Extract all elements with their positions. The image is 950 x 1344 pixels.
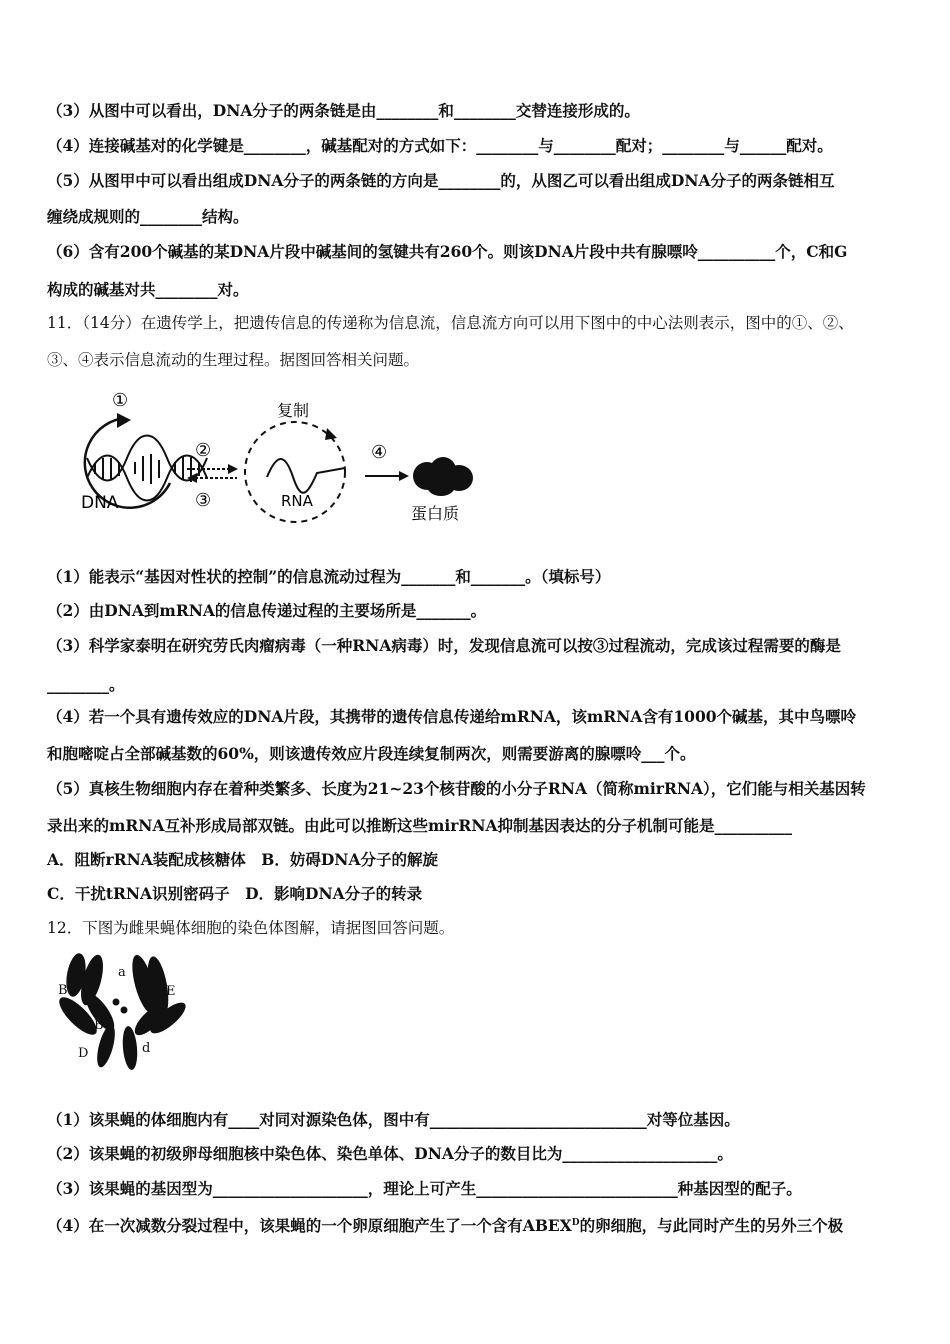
rna-strand-icon: [267, 459, 345, 493]
q10-part6-line2: 构成的碱基对共________对。: [47, 280, 249, 299]
label-2: ②: [195, 440, 212, 461]
q11-part3-line2: ________。: [47, 675, 125, 694]
protein-label: 蛋白质: [411, 504, 460, 523]
arrow-head-icon: [117, 413, 131, 428]
q11-part5-line1: （5）真核生物细胞内存在着种类繁多、长度为21~23个核苷酸的小分子RNA（简称mirRNA），它们能与相关基因转: [47, 779, 866, 798]
central-dogma-diagram: [45, 388, 495, 533]
q10-part6-line1: （6）含有200个碱基的某DNA片段中碱基间的氢键共有260个。则该DNA片段中共有腺嘌呤__________个，C和G: [47, 242, 848, 261]
q11-part3-line1: （3）科学家泰明在研究劳氏肉瘤病毒（一种RNA病毒）时，发现信息流可以按③过程流动，完成该过程需要的酶是: [47, 636, 841, 655]
protein-icon: [413, 457, 473, 496]
q11-part1: （1）能表示“基因对性状的控制”的信息流动过程为_______和_______。（填标号）: [47, 567, 611, 586]
q12-part3: （3）该果蝇的基因型为____________________，理论上可产生__________________________种基因型的配子。: [47, 1179, 802, 1198]
gene-label-B-top: B: [58, 983, 68, 998]
q11-part2: （2）由DNA到mRNA的信息传递过程的主要场所是_______。: [47, 601, 487, 620]
q10-part5-line2: 缠绕成规则的________结构。: [47, 207, 249, 226]
q11-part4-line2: 和胞嘧啶占全部碱基数的60%，则该遗传效应片段连续复制两次，则需要游离的腺嘌呤___个。: [47, 744, 696, 763]
q10-part4: （4）连接碱基对的化学键是________，碱基配对的方式如下：________与________配对；________与______配对。: [47, 136, 833, 155]
q11-options-ab: A．阻断rRNA装配成核糖体 B．妨碍DNA分子的解旋: [47, 850, 439, 869]
q12-part4-pre: （4）在一次减数分裂过程中，该果蝇的一个卵原细胞产生了一个含有ABEX: [47, 1216, 572, 1236]
q12-part4: [47, 1212, 910, 1237]
rna-label: RNA: [281, 492, 313, 510]
q12-intro: 12．下图为雌果蝇体细胞的染色体图解，请据图回答问题。: [47, 919, 455, 937]
gene-label-a: a: [118, 965, 126, 980]
q12-part4-superscript: D: [571, 1218, 580, 1228]
gene-label-A: A: [74, 956, 84, 971]
gene-label-E: E: [166, 984, 176, 999]
q11-options-cd: C．干扰tRNA识别密码子 D．影响DNA分子的转录: [47, 884, 423, 903]
q12-part1: （1）该果蝇的体细胞内有____对同对源染色体，图中有____________________________对等位基因。: [47, 1110, 740, 1129]
q11-intro-line1: 11．（14分）在遗传学上，把遗传信息的传递称为信息流，信息流方向可以用下图中的中心法则表示，图中的①、②、: [47, 314, 854, 332]
label-1: ①: [112, 390, 129, 411]
chromosome-diagram: [48, 950, 198, 1075]
q12-part2: （2）该果蝇的初级卵母细胞核中染色体、染色单体、DNA分子的数目比为____________________。: [47, 1144, 733, 1163]
gene-label-D: D: [78, 1046, 89, 1061]
q10-part3: （3）从图中可以看出，DNA分子的两条链是由________和________交替连接形成的。: [47, 101, 640, 120]
q11-part5-line2: 录出来的mRNA互补形成局部双链。由此可以推断这些mirRNA抑制基因表达的分子机制可能是__________: [47, 816, 793, 835]
q10-part5-line1: （5）从图甲中可以看出组成DNA分子的两条链的方向是________的，从图乙可以看出组成DNA分子的两条链相互: [47, 171, 835, 190]
q11-intro-line2: ③、④表示信息流动的生理过程。据图回答相关问题。: [47, 351, 420, 369]
gene-label-B-mid: B: [94, 1018, 104, 1033]
dna-label: DNA: [81, 493, 119, 513]
q11-part4-line1: （4）若一个具有遗传效应的DNA片段，其携带的遗传信息传递给mRNA，该mRNA含有1000个碱基，其中鸟嘌呤: [47, 707, 857, 726]
q12-part4-post: 的卵细胞，与此同时产生的另外三个极: [579, 1216, 844, 1236]
gene-label-d: d: [142, 1041, 151, 1056]
replication-label: 复制: [277, 401, 310, 420]
label-4: ④: [371, 442, 388, 463]
gene-label-e: e: [136, 1018, 144, 1033]
label-3: ③: [195, 490, 212, 511]
